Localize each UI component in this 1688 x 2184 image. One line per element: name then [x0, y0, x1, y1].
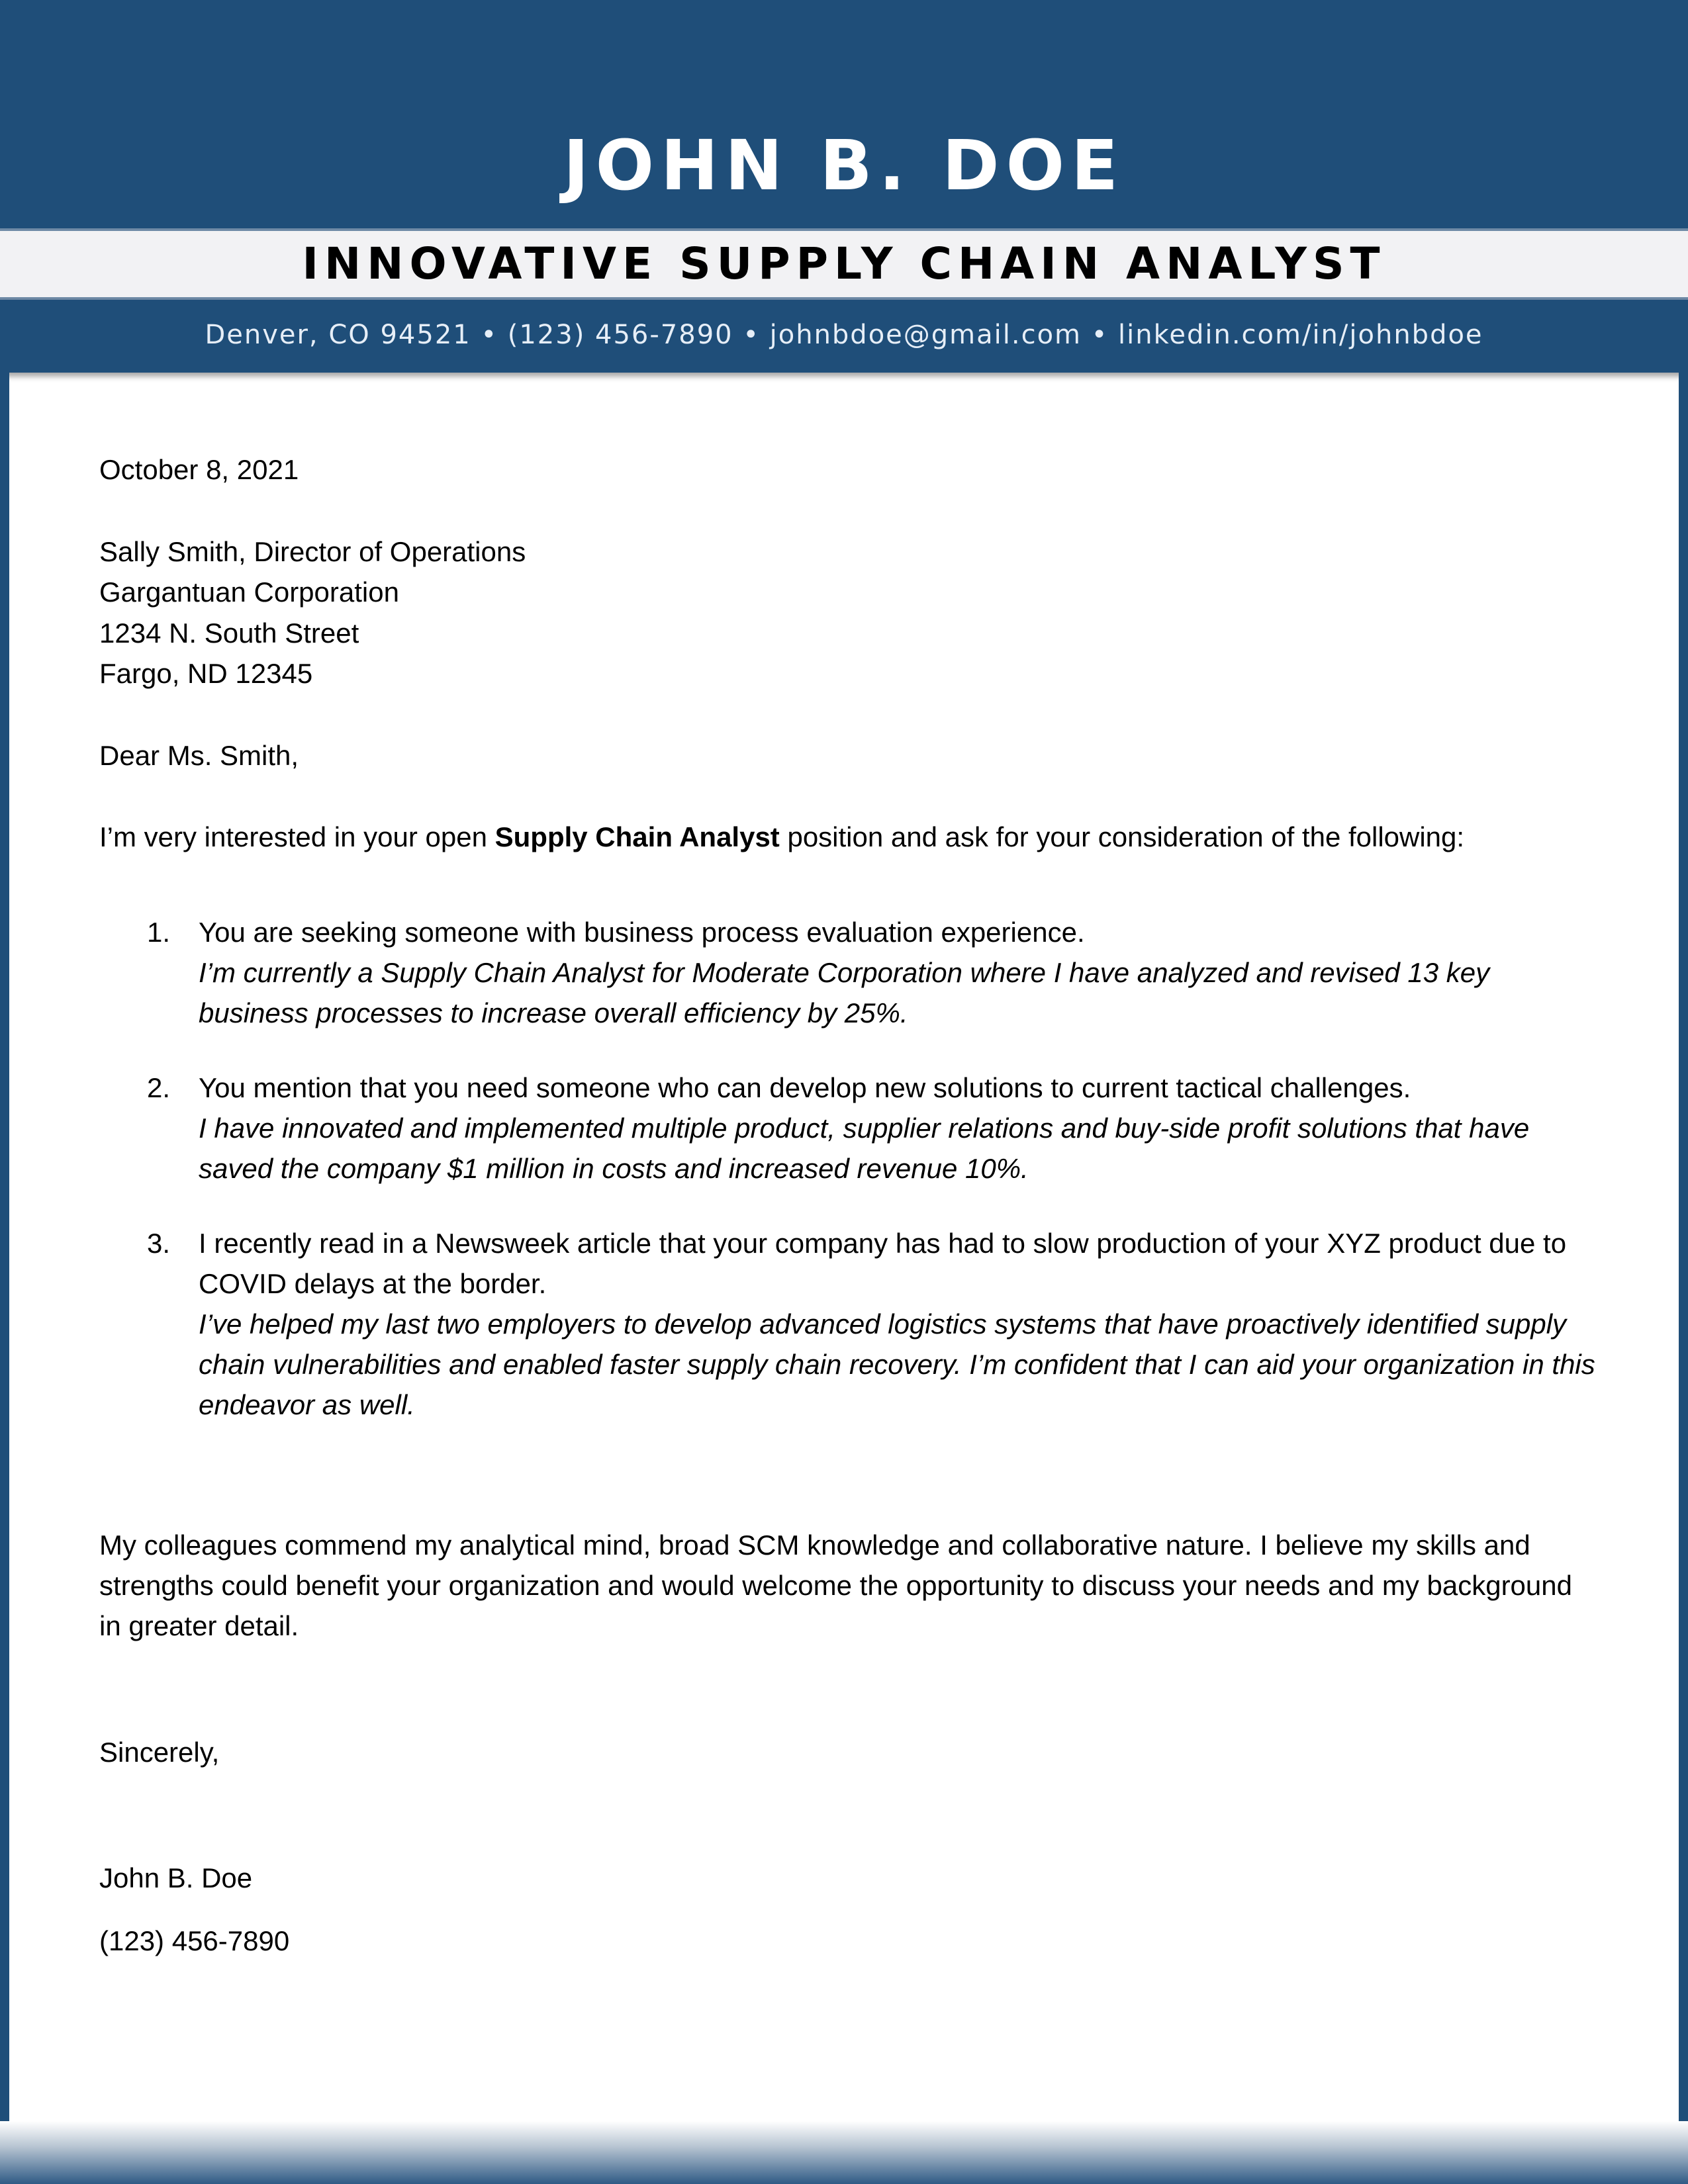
qualification-list — [99, 912, 1595, 1459]
contact-band — [0, 300, 1688, 373]
closing-paragraph: My colleagues commend my analytical mind, broad SCM knowledge and collaborative nature. I believe my skills and strengths could benefit your organization and would welcome the opportunity to discuss your needs and my background in greater detail. — [99, 1529, 1572, 1641]
list-item — [99, 912, 1595, 1033]
point-lead: I recently read in a Newsweek article that your company has had to slow production of your XYZ product due to COVID delays at the border. — [199, 1228, 1567, 1299]
header-banner — [0, 0, 1688, 228]
sign-off: Sincerely, — [99, 1737, 220, 1768]
recipient-line: Gargantuan Corporation — [99, 576, 399, 608]
right-border — [1679, 373, 1688, 2184]
list-item — [99, 1223, 1595, 1425]
contact-info: Denver, CO 94521 • (123) 456-7890 • johnbdoe@gmail.com • linkedin.com/in/johnbdoe — [205, 320, 1483, 350]
job-title: INNOVATIVE SUPPLY CHAIN ANALYST — [302, 238, 1386, 289]
point-detail: I have innovated and implemented multiple product, supplier relations and buy-side profit solutions that have saved the company $1 million in costs and increased revenue 10%. — [199, 1113, 1530, 1184]
signature-name: John B. Doe — [99, 1862, 253, 1893]
intro-paragraph — [99, 817, 1464, 857]
list-number: 3. — [147, 1228, 171, 1259]
title-band — [0, 228, 1688, 300]
salutation: Dear Ms. Smith, — [99, 740, 299, 771]
letter-date: October 8, 2021 — [99, 454, 299, 485]
list-number: 2. — [147, 1072, 171, 1103]
applicant-name: JOHN B. DOE — [563, 125, 1125, 206]
signature-phone: (123) 456-7890 — [99, 1925, 290, 1956]
recipient-line: 1234 N. South Street — [99, 617, 359, 649]
point-detail: I’m currently a Supply Chain Analyst for Moderate Corporation where I have analyzed and revised 13 key business processes to increase overall efficiency by 25%. — [199, 957, 1490, 1028]
recipient-line: Sally Smith, Director of Operations — [99, 536, 526, 567]
intro-position: Supply Chain Analyst — [494, 821, 780, 852]
point-lead: You mention that you need someone who can develop new solutions to current tactical challenges. — [199, 1072, 1411, 1103]
recipient-line: Fargo, ND 12345 — [99, 658, 313, 689]
list-item — [99, 1068, 1595, 1189]
point-lead: You are seeking someone with business process evaluation experience. — [199, 917, 1085, 948]
bottom-border — [0, 2121, 1688, 2184]
intro-text: I’m very interested in your open — [99, 821, 495, 852]
point-detail: I’ve helped my last two employers to develop advanced logistics systems that have proactively identified supply chain vulnerabilities and enabled faster supply chain recovery. I’m confident that I can aid your organization in this endeavor as well. — [199, 1308, 1595, 1420]
intro-text: position and ask for your consideration of the following: — [779, 821, 1465, 852]
list-number: 1. — [147, 917, 171, 948]
left-border — [0, 373, 9, 2184]
